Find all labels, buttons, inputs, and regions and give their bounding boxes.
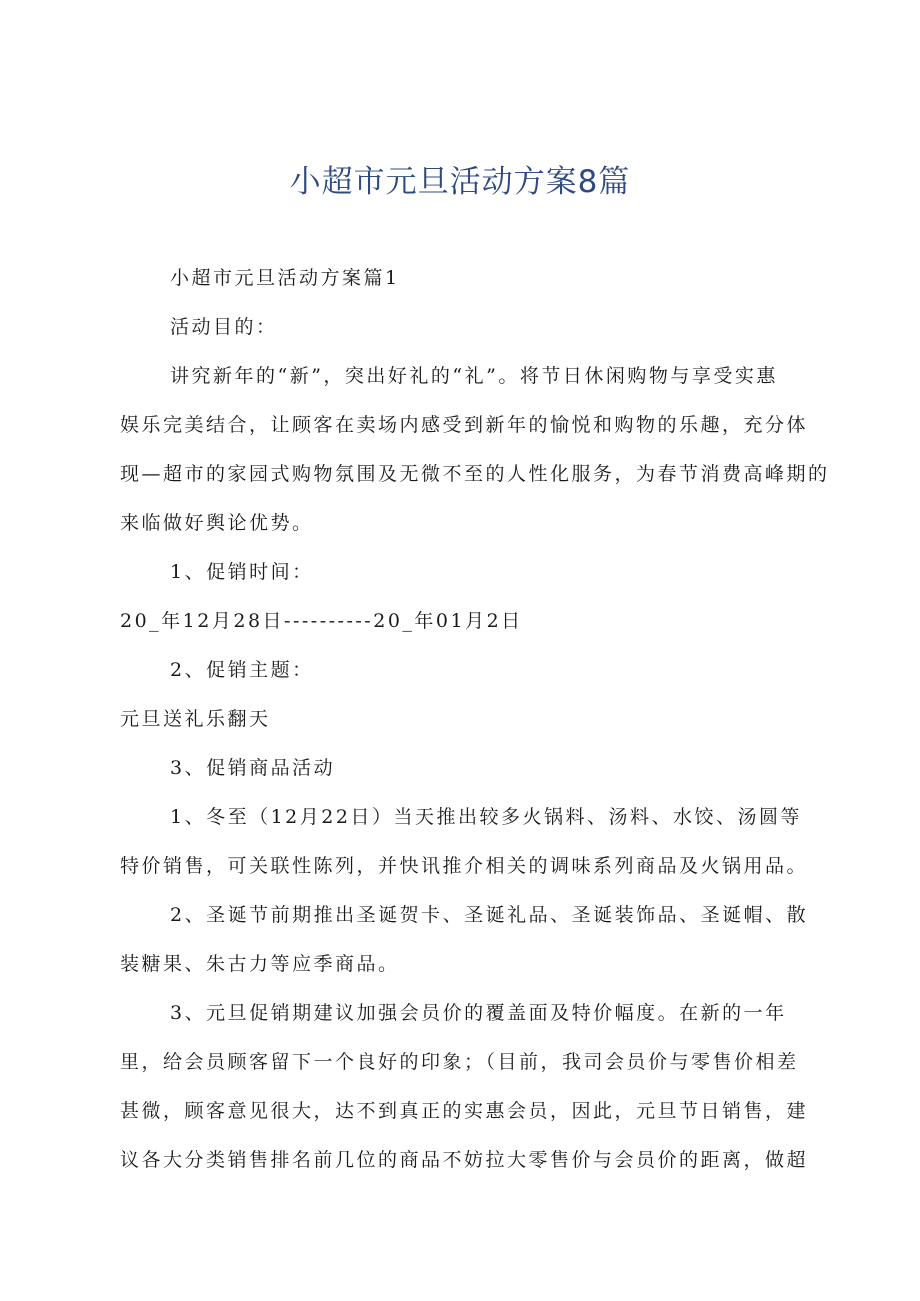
paragraph-winter-solstice [120, 793, 809, 891]
paragraph-christmas [120, 891, 809, 989]
text-line: 甚微，顾客意见很大，达不到真正的实惠会员，因此，元旦节日销售，建 [120, 1100, 809, 1122]
text-line: 来临做好舆论优势。 [120, 512, 314, 534]
text-line: 元旦送礼乐翻天 [120, 708, 271, 730]
paragraph-promo-theme-label [120, 646, 780, 695]
text-line: 2、促销主题： [170, 659, 314, 681]
paragraph-purpose-label [120, 303, 780, 352]
paragraph-promo-time-label [120, 548, 780, 597]
text-line: 议各大分类销售排名前几位的商品不妨拉大零售价与会员价的距离，做超 [120, 1149, 809, 1171]
paragraph-purpose [120, 352, 830, 548]
text-line: 20_年12月28日----------20_年01月2日 [120, 610, 523, 632]
text-line: 3、元旦促销期建议加强会员价的覆盖面及特价幅度。在新的一年 [170, 1002, 787, 1024]
text-line: 娱乐完美结合，让顾客在卖场内感受到新年的愉悦和购物的乐趣，充分体 [120, 414, 809, 436]
text-line: 小超市元旦活动方案篇1 [170, 267, 400, 289]
paragraph-promo-time [120, 597, 780, 646]
document-title: 小超市元旦活动方案8篇 [289, 164, 631, 200]
paragraph-new-year-members [120, 989, 809, 1185]
text-line: 2、圣诞节前期推出圣诞贺卡、圣诞礼品、圣诞装饰品、圣诞帽、散 [170, 904, 809, 926]
text-line: 特价销售，可关联性陈列，并快讯推介相关的调味系列商品及火锅用品。 [120, 855, 809, 877]
paragraph-promo-goods-label [120, 744, 780, 793]
text-line: 3、促销商品活动 [170, 757, 336, 779]
text-line: 1、冬至（12月22日）当天推出较多火锅料、汤料、水饺、汤圆等 [170, 806, 802, 828]
text-line: 活动目的： [170, 316, 278, 338]
text-line: 装糖果、朱古力等应季商品。 [120, 953, 400, 975]
paragraph-promo-theme [120, 695, 780, 744]
text-line: 里，给会员顾客留下一个良好的印象；（目前，我司会员价与零售价相差 [120, 1051, 799, 1073]
text-line: 1、促销时间： [170, 561, 314, 583]
text-line: 讲究新年的“新”，突出好礼的“礼”。将节日休闲购物与享受实惠 [170, 365, 778, 387]
section-heading [120, 254, 780, 303]
text-line: 现—超市的家园式购物氛围及无微不至的人性化服务，为春节消费高峰期的 [120, 463, 830, 485]
